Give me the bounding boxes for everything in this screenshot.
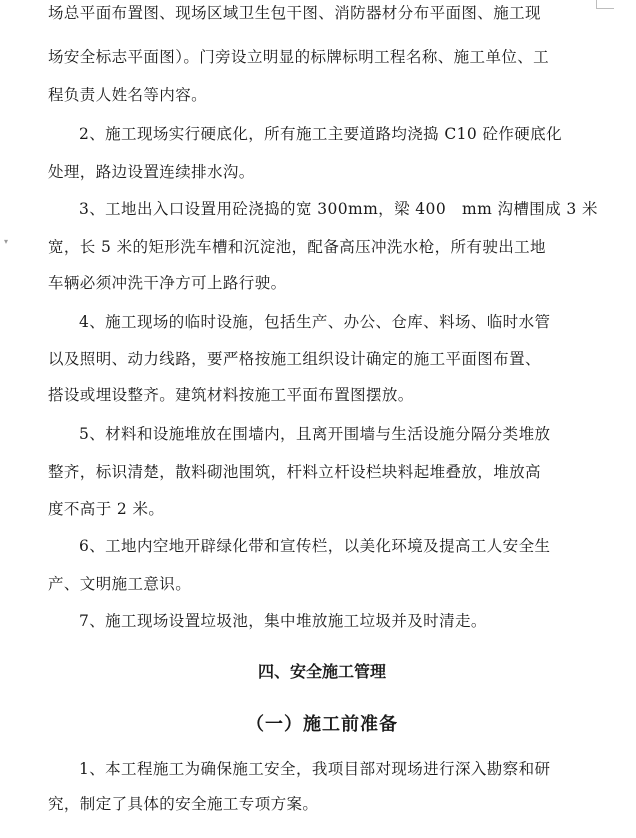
paragraph-line: 程负责人姓名等内容。 bbox=[48, 86, 208, 104]
paragraph-line: 3、工地出入口设置用砼浇捣的宽 300mm，梁 400 mm 沟槽围成 3 米 bbox=[79, 200, 598, 218]
margin-marker-icon: ▾ bbox=[4, 237, 9, 246]
page-corner-marker bbox=[596, 0, 614, 9]
paragraph-line: 以及照明、动力线路，要严格按施工组织设计确定的施工平面图布置、 bbox=[48, 350, 541, 368]
paragraph-line: 4、施工现场的临时设施，包括生产、办公、仓库、料场、临时水管 bbox=[79, 313, 551, 331]
paragraph-line: 处理，路边设置连续排水沟。 bbox=[48, 163, 255, 181]
section-heading: 四、安全施工管理 bbox=[257, 662, 386, 681]
paragraph-line: 6、工地内空地开辟绿化带和宣传栏，以美化环境及提高工人安全生 bbox=[79, 537, 551, 555]
paragraph-line: 产、文明施工意识。 bbox=[48, 575, 192, 593]
paragraph-line: 究，制定了具体的安全施工专项方案。 bbox=[48, 795, 319, 813]
paragraph-line: 宽，长 5 米的矩形洗车槽和沉淀池，配备高压冲洗水枪，所有驶出工地 bbox=[48, 238, 546, 256]
paragraph-line: 度不高于 2 米。 bbox=[48, 500, 165, 518]
paragraph-line: 5、材料和设施堆放在围墙内，且离开围墙与生活设施分隔分类堆放 bbox=[79, 425, 551, 443]
subsection-heading: （一）施工前准备 bbox=[246, 714, 398, 735]
paragraph-line: 搭设或埋设整齐。建筑材料按施工平面布置图摆放。 bbox=[48, 386, 414, 404]
paragraph-line: 车辆必须冲洗干净方可上路行驶。 bbox=[48, 274, 287, 292]
paragraph-line: 2、施工现场实行硬底化，所有施工主要道路均浇捣 C10 砼作硬底化 bbox=[79, 125, 563, 143]
paragraph-line: 场安全标志平面图）。门旁设立明显的标牌标明工程名称、施工单位、工 bbox=[48, 48, 550, 66]
paragraph-line: 场总平面布置图、现场区域卫生包干图、消防器材分布平面图、施工现 bbox=[48, 4, 541, 22]
paragraph-line: 7、施工现场设置垃圾池，集中堆放施工垃圾并及时清走。 bbox=[79, 612, 487, 630]
paragraph-line: 整齐，标识清楚，散料砌池围筑，杆料立杆设栏块料起堆叠放，堆放高 bbox=[48, 463, 541, 481]
paragraph-line: 1、本工程施工为确保施工安全，我项目部对现场进行深入勘察和研 bbox=[79, 760, 551, 778]
